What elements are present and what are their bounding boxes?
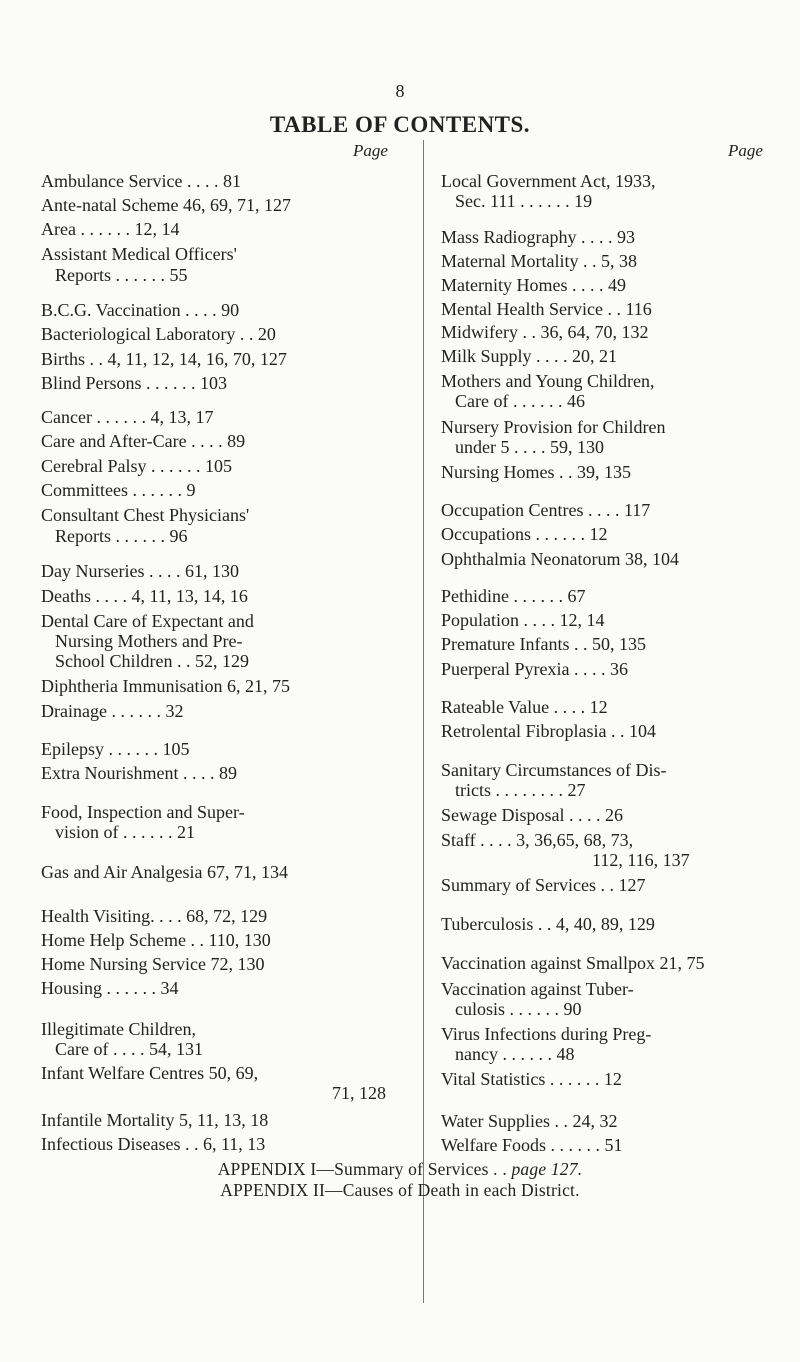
index-entry: 71, 128 <box>332 1083 386 1103</box>
index-entry: Area . . . . . . 12, 14 <box>41 219 180 239</box>
appendix-2-line: APPENDIX II—Causes of Death in each District. <box>220 1180 580 1200</box>
index-entry: Sanitary Circumstances of Dis- <box>441 760 667 780</box>
index-entry: Consultant Chest Physicians' <box>41 505 250 525</box>
page-title: TABLE OF CONTENTS. <box>269 112 531 137</box>
index-entry: Day Nurseries . . . . 61, 130 <box>41 561 239 581</box>
index-entry: Ophthalmia Neonatorum 38, 104 <box>441 549 679 569</box>
index-entry: Sewage Disposal . . . . 26 <box>441 805 623 825</box>
index-entry: Committees . . . . . . 9 <box>41 480 196 500</box>
index-entry: Infantile Mortality 5, 11, 13, 18 <box>41 1110 269 1130</box>
index-entry: Care of . . . . 54, 131 <box>55 1039 203 1059</box>
index-entry: Infant Welfare Centres 50, 69, <box>41 1063 259 1083</box>
index-entry: Occupations . . . . . . 12 <box>441 524 608 544</box>
index-entry: Births . . 4, 11, 12, 14, 16, 70, 127 <box>41 349 287 369</box>
index-entry: Milk Supply . . . . 20, 21 <box>441 346 618 366</box>
index-entry: Reports . . . . . . 55 <box>55 265 188 285</box>
index-entry: Health Visiting. . . . 68, 72, 129 <box>41 906 268 926</box>
left-column-heading: Page <box>353 141 388 160</box>
index-entry: Ante-natal Scheme 46, 69, 71, 127 <box>41 195 291 215</box>
index-entry: Premature Infants . . 50, 135 <box>441 634 646 654</box>
index-entry: Care of . . . . . . 46 <box>455 391 585 411</box>
index-entry: under 5 . . . . 59, 130 <box>455 437 604 457</box>
index-entry: Food, Inspection and Super- <box>41 802 245 822</box>
index-entry: Extra Nourishment . . . . 89 <box>41 763 237 783</box>
index-entry: culosis . . . . . . 90 <box>455 999 582 1019</box>
index-entry: Maternity Homes . . . . 49 <box>441 275 626 295</box>
index-entry: Tuberculosis . . 4, 40, 89, 129 <box>441 914 655 934</box>
index-entry: Summary of Services . . 127 <box>441 875 646 895</box>
index-entry: Rateable Value . . . . 12 <box>441 697 608 717</box>
index-entry: Midwifery . . 36, 64, 70, 132 <box>441 322 649 342</box>
index-entry: Water Supplies . . 24, 32 <box>441 1111 618 1131</box>
index-entry: tricts . . . . . . . . 27 <box>455 780 586 800</box>
index-entry: Local Government Act, 1933, <box>441 171 656 191</box>
index-entry: Welfare Foods . . . . . . 51 <box>441 1135 623 1155</box>
index-entry: Dental Care of Expectant and <box>41 611 254 631</box>
index-entry: Nursery Provision for Children <box>441 417 666 437</box>
index-entry: Mass Radiography . . . . 93 <box>441 227 635 247</box>
index-entry: Pethidine . . . . . . 67 <box>441 586 586 606</box>
index-entry: Vaccination against Smallpox 21, 75 <box>441 953 705 973</box>
index-entry: Population . . . . 12, 14 <box>441 610 605 630</box>
appendix-1-page-ref: page 127. <box>511 1159 583 1179</box>
index-entry: Epilepsy . . . . . . 105 <box>41 739 190 759</box>
index-entry: Vaccination against Tuber- <box>441 979 634 999</box>
page-number: 8 <box>395 81 405 101</box>
index-entry: Vital Statistics . . . . . . 12 <box>441 1069 622 1089</box>
index-entry: Illegitimate Children, <box>41 1019 196 1039</box>
index-entry: Nursing Homes . . 39, 135 <box>441 462 631 482</box>
index-entry: Virus Infections during Preg- <box>441 1024 652 1044</box>
appendix-1-text: APPENDIX I—Summary of Services . . <box>217 1159 512 1179</box>
index-entry: Assistant Medical Officers' <box>41 244 237 264</box>
index-entry: B.C.G. Vaccination . . . . 90 <box>41 300 240 320</box>
index-entry: Blind Persons . . . . . . 103 <box>41 373 228 393</box>
index-entry: Bacteriological Laboratory . . 20 <box>41 324 276 344</box>
index-entry: Maternal Mortality . . 5, 38 <box>441 251 637 271</box>
index-entry: Gas and Air Analgesia 67, 71, 134 <box>41 862 288 882</box>
index-entry: Puerperal Pyrexia . . . . 36 <box>441 659 628 679</box>
index-entry: Housing . . . . . . 34 <box>41 978 179 998</box>
index-entry: Drainage . . . . . . 32 <box>41 701 184 721</box>
index-entry: Mothers and Young Children, <box>441 371 655 391</box>
index-entry: Home Help Scheme . . 110, 130 <box>41 930 271 950</box>
index-entry: Diphtheria Immunisation 6, 21, 75 <box>41 676 290 696</box>
index-entry: Reports . . . . . . 96 <box>55 526 188 546</box>
index-entry: vision of . . . . . . 21 <box>55 822 196 842</box>
column-divider <box>423 140 424 1303</box>
index-entry: nancy . . . . . . 48 <box>455 1044 575 1064</box>
index-entry: Mental Health Service . . 116 <box>441 299 652 319</box>
index-entry: Ambulance Service . . . . 81 <box>41 171 241 191</box>
index-entry: Occupation Centres . . . . 117 <box>441 500 651 520</box>
index-entry: Retrolental Fibroplasia . . 104 <box>441 721 656 741</box>
right-column-heading: Page <box>728 141 763 160</box>
index-entry: Cerebral Palsy . . . . . . 105 <box>41 456 232 476</box>
index-entry: Deaths . . . . 4, 11, 13, 14, 16 <box>41 586 248 606</box>
index-entry: Care and After-Care . . . . 89 <box>41 431 246 451</box>
index-entry: Cancer . . . . . . 4, 13, 17 <box>41 407 214 427</box>
index-entry: Home Nursing Service 72, 130 <box>41 954 265 974</box>
index-entry: Infectious Diseases . . 6, 11, 13 <box>41 1134 266 1154</box>
index-entry: Staff . . . . 3, 36,65, 68, 73, <box>441 830 634 850</box>
appendix-1-line <box>0 1159 800 1180</box>
index-entry: School Children . . 52, 129 <box>55 651 249 671</box>
index-entry: Sec. 111 . . . . . . 19 <box>455 191 593 211</box>
index-entry: Nursing Mothers and Pre- <box>55 631 243 651</box>
index-entry: 112, 116, 137 <box>592 850 690 870</box>
